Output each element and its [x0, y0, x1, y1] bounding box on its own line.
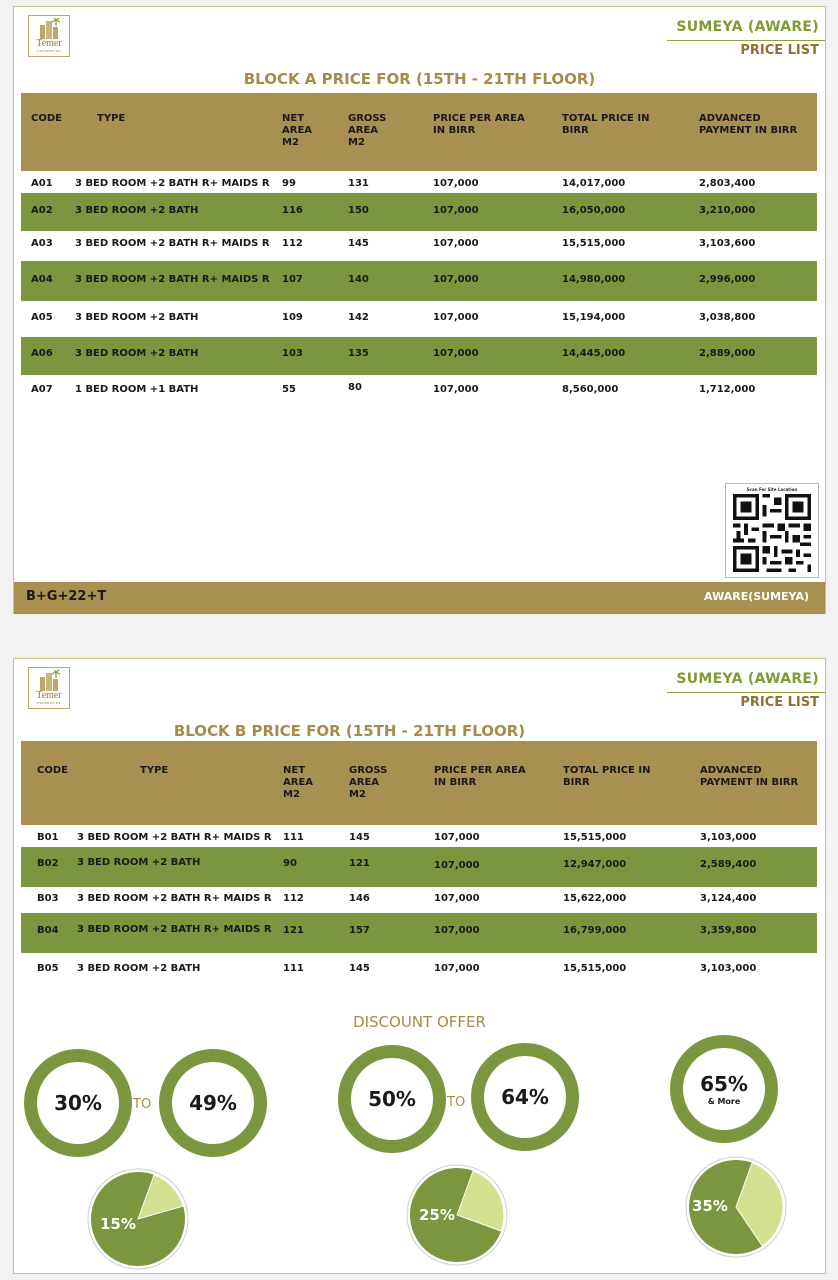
pie-label: 25%: [419, 1206, 455, 1224]
ring-value: 65%: [700, 1072, 748, 1096]
cell-advanced-payment: 2,589,400: [700, 859, 757, 870]
to-label: TO: [447, 1095, 466, 1110]
price-list-label: PRICE LIST: [740, 695, 819, 710]
cell-total-price: 15,194,000: [562, 312, 626, 323]
table-row: [21, 825, 817, 847]
cell-net-area: 109: [282, 312, 303, 323]
header-code: CODE: [37, 765, 68, 776]
brand-underline: [667, 40, 825, 41]
logo-name: Temer: [36, 38, 62, 49]
site-location-qr-code[interactable]: [725, 483, 819, 578]
header-net-area: NET AREA M2: [283, 765, 314, 800]
cell-price-per-area: 107,000: [433, 178, 479, 189]
cell-price-per-area: 107,000: [433, 274, 479, 285]
discount-pie-35: [684, 1155, 788, 1259]
cell-gross-area: 145: [348, 238, 369, 249]
cell-gross-area: 135: [348, 348, 369, 359]
cell-net-area: 112: [283, 893, 304, 904]
cell-gross-area: 80: [348, 382, 362, 393]
to-label: TO: [133, 1097, 152, 1112]
cell-gross-area: 131: [348, 178, 369, 189]
cell-gross-area: 142: [348, 312, 369, 323]
cell-code: B01: [37, 832, 59, 843]
cell-price-per-area: 107,000: [434, 860, 480, 871]
cell-net-area: 116: [282, 205, 303, 216]
cell-gross-area: 121: [349, 858, 370, 869]
discount-pie-25: [405, 1163, 509, 1267]
cell-price-per-area: 107,000: [434, 925, 480, 936]
cell-advanced-payment: 3,103,000: [700, 963, 757, 974]
cell-price-per-area: 107,000: [434, 832, 480, 843]
cell-type: 3 BED ROOM +2 BATH: [77, 963, 201, 974]
header-gross-area: GROSS AREA M2: [349, 765, 388, 800]
cell-advanced-payment: 3,103,000: [700, 832, 757, 843]
table-row: [21, 847, 817, 887]
qr-code-icon: [733, 494, 811, 572]
cell-code: A01: [31, 178, 53, 189]
cell-type: 3 BED ROOM +2 BATH R+ MAIDS R: [75, 274, 270, 285]
cell-gross-area: 140: [348, 274, 369, 285]
cell-advanced-payment: 3,103,600: [699, 238, 756, 249]
logo-name: Temer: [36, 690, 62, 701]
table-row: [21, 953, 817, 987]
cell-code: B04: [37, 925, 59, 936]
cell-price-per-area: 107,000: [433, 205, 479, 216]
header-total-price: TOTAL PRICE IN BIRR: [563, 765, 651, 788]
cell-net-area: 55: [282, 384, 296, 395]
cell-price-per-area: 107,000: [433, 238, 479, 249]
cell-gross-area: 145: [349, 963, 370, 974]
cell-net-area: 103: [282, 348, 303, 359]
header-type: TYPE: [97, 113, 126, 124]
logo-tagline: PROPERTIES: [37, 701, 61, 705]
discount-ring-from: [338, 1045, 446, 1153]
cell-total-price: 15,622,000: [563, 893, 627, 904]
cell-code: B02: [37, 858, 59, 869]
cell-gross-area: 145: [349, 832, 370, 843]
cell-type: 3 BED ROOM +2 BATH: [75, 348, 199, 359]
cell-type: 3 BED ROOM +2 BATH: [75, 205, 199, 216]
brand-title: SUMEYA (AWARE): [676, 671, 819, 687]
building-config: B+G+22+T: [26, 589, 107, 604]
cell-type: 3 BED ROOM +2 BATH: [75, 312, 199, 323]
block-a-price-page: [13, 6, 826, 614]
header-total-price: TOTAL PRICE IN BIRR: [562, 113, 650, 136]
table-row: [21, 193, 817, 231]
cell-net-area: 99: [282, 178, 296, 189]
table-row: [21, 375, 817, 405]
cell-advanced-payment: 3,124,400: [700, 893, 757, 904]
pie-label: 35%: [692, 1197, 728, 1215]
discount-ring-from: [24, 1049, 132, 1157]
cell-price-per-area: 107,000: [433, 312, 479, 323]
cell-total-price: 15,515,000: [562, 238, 626, 249]
temer-logo: [28, 15, 70, 57]
header-price-per-area: PRICE PER AREA IN BIRR: [434, 765, 526, 788]
cell-code: A07: [31, 384, 53, 395]
header-gross-area: GROSS AREA M2: [348, 113, 387, 148]
ring-value: 64%: [501, 1085, 549, 1109]
ring-value: 49%: [189, 1091, 237, 1115]
cell-price-per-area: 107,000: [434, 963, 480, 974]
table-row: [21, 337, 817, 375]
cell-net-area: 111: [283, 963, 304, 974]
block-a-footer: [14, 582, 825, 614]
header-type: TYPE: [140, 765, 169, 776]
cell-type: 3 BED ROOM +2 BATH: [77, 857, 201, 868]
building-palm-icon: [36, 669, 62, 691]
brand-title: SUMEYA (AWARE): [676, 19, 819, 35]
cell-advanced-payment: 3,038,800: [699, 312, 756, 323]
cell-code: A04: [31, 274, 53, 285]
cell-code: A02: [31, 205, 53, 216]
header-price-per-area: PRICE PER AREA IN BIRR: [433, 113, 525, 136]
temer-logo: [28, 667, 70, 709]
table-row: [21, 301, 817, 337]
cell-advanced-payment: 2,996,000: [699, 274, 756, 285]
cell-advanced-payment: 1,712,000: [699, 384, 756, 395]
table-row: [21, 913, 817, 953]
header-net-area: NET AREA M2: [282, 113, 313, 148]
cell-type: 3 BED ROOM +2 BATH R+ MAIDS R: [75, 178, 270, 189]
qr-caption: Scan For Site Location: [746, 487, 798, 492]
cell-net-area: 112: [282, 238, 303, 249]
header-advanced-payment: ADVANCED PAYMENT IN BIRR: [700, 765, 799, 788]
cell-code: A06: [31, 348, 53, 359]
discount-offer-title: DISCOUNT OFFER: [353, 1013, 486, 1031]
ring-value: 30%: [54, 1091, 102, 1115]
cell-gross-area: 157: [349, 925, 370, 936]
ring-subtext: & More: [707, 1097, 741, 1106]
cell-gross-area: 146: [349, 893, 370, 904]
discount-ring-to: [471, 1043, 579, 1151]
logo-tagline: PROPERTIES: [37, 49, 61, 53]
cell-price-per-area: 107,000: [434, 893, 480, 904]
cell-advanced-payment: 2,803,400: [699, 178, 756, 189]
table-row: [21, 261, 817, 301]
block-a-table-header: [21, 93, 817, 171]
cell-total-price: 16,050,000: [562, 205, 626, 216]
cell-code: B05: [37, 963, 59, 974]
discount-pie-15: [86, 1167, 190, 1271]
cell-type: 1 BED ROOM +1 BATH: [75, 384, 199, 395]
cell-advanced-payment: 2,889,000: [699, 348, 756, 359]
cell-type: 3 BED ROOM +2 BATH R+ MAIDS R: [77, 893, 272, 904]
cell-total-price: 14,980,000: [562, 274, 626, 285]
discount-ring-from: [670, 1035, 778, 1143]
block-b-price-page: [13, 658, 826, 1274]
header-advanced-payment: ADVANCED PAYMENT IN BIRR: [699, 113, 798, 136]
cell-net-area: 107: [282, 274, 303, 285]
ring-value: 50%: [368, 1087, 416, 1111]
block-a-title: BLOCK A PRICE FOR (15TH - 21TH FLOOR): [243, 70, 596, 88]
cell-net-area: 121: [283, 925, 304, 936]
cell-total-price: 14,445,000: [562, 348, 626, 359]
cell-type: 3 BED ROOM +2 BATH R+ MAIDS R: [77, 832, 272, 843]
cell-total-price: 8,560,000: [562, 384, 619, 395]
cell-total-price: 16,799,000: [563, 925, 627, 936]
table-row: [21, 887, 817, 913]
cell-total-price: 15,515,000: [563, 832, 627, 843]
cell-code: A03: [31, 238, 53, 249]
cell-gross-area: 150: [348, 205, 369, 216]
cell-net-area: 90: [283, 858, 297, 869]
cell-net-area: 111: [283, 832, 304, 843]
pie-label: 15%: [100, 1215, 136, 1233]
cell-code: A05: [31, 312, 53, 323]
cell-price-per-area: 107,000: [433, 348, 479, 359]
cell-total-price: 12,947,000: [563, 859, 627, 870]
table-row: [21, 171, 817, 195]
header-code: CODE: [31, 113, 62, 124]
cell-advanced-payment: 3,359,800: [700, 925, 757, 936]
block-b-table-header: [21, 741, 817, 825]
cell-code: B03: [37, 893, 59, 904]
cell-type: 3 BED ROOM +2 BATH R+ MAIDS R: [75, 238, 270, 249]
brand-underline: [667, 692, 825, 693]
building-palm-icon: [36, 17, 62, 39]
cell-type: 3 BED ROOM +2 BATH R+ MAIDS R: [77, 924, 272, 935]
footer-project-name: AWARE(SUMEYA): [704, 590, 809, 603]
cell-price-per-area: 107,000: [433, 384, 479, 395]
table-row: [21, 231, 817, 261]
block-b-title: BLOCK B PRICE FOR (15TH - 21TH FLOOR): [173, 722, 526, 740]
cell-total-price: 15,515,000: [563, 963, 627, 974]
discount-ring-to: [159, 1049, 267, 1157]
cell-total-price: 14,017,000: [562, 178, 626, 189]
price-list-label: PRICE LIST: [740, 43, 819, 58]
cell-advanced-payment: 3,210,000: [699, 205, 756, 216]
